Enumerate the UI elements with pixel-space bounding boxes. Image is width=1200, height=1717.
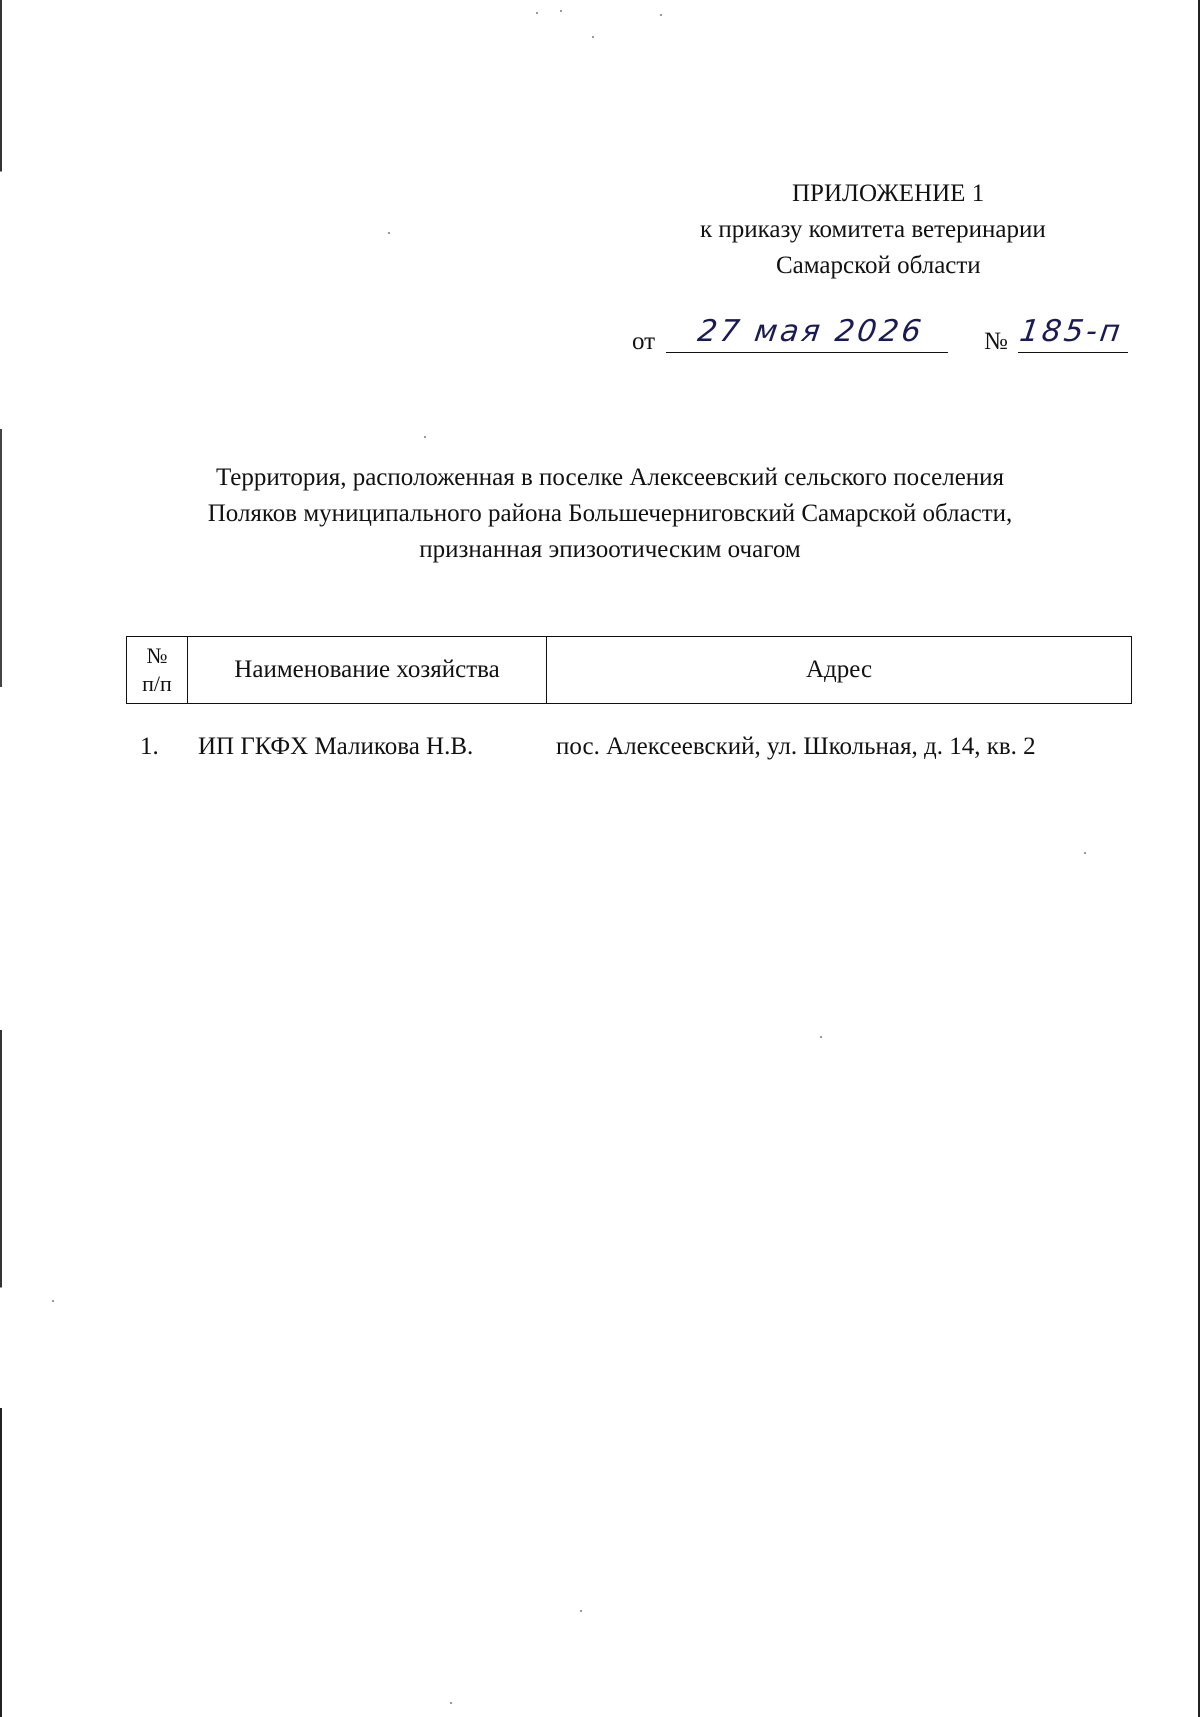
number-sign: № bbox=[984, 328, 1008, 355]
date-underline bbox=[666, 352, 948, 353]
header-address: Адрес bbox=[547, 637, 1132, 704]
scan-dot bbox=[424, 436, 426, 438]
row-farm-name: ИП ГКФХ Маликова Н.В. bbox=[198, 733, 474, 760]
scan-dot bbox=[592, 36, 594, 38]
scan-dot bbox=[450, 1702, 452, 1704]
farms-table bbox=[126, 636, 1132, 704]
appendix-region: Самарской области bbox=[776, 252, 981, 279]
number-underline bbox=[1018, 352, 1128, 353]
table-row bbox=[0, 733, 1200, 769]
scan-dot bbox=[1084, 852, 1086, 854]
table-header-row bbox=[127, 637, 1132, 704]
title-line: признанная эпизоотическим очагом bbox=[419, 536, 801, 563]
appendix-title: ПРИЛОЖЕНИЕ 1 bbox=[792, 180, 985, 207]
order-date-number-line bbox=[632, 314, 1132, 362]
from-label: от bbox=[632, 328, 656, 355]
handwritten-date: 27 мая 2026 bbox=[695, 314, 927, 349]
row-address: пос. Алексеевский, ул. Школьная, д. 14, кв. 2 bbox=[556, 733, 1036, 760]
scan-dot bbox=[660, 14, 662, 16]
title-line: Территория, расположенная в поселке Алексеевский сельского поселения bbox=[215, 464, 1005, 491]
row-number: 1. bbox=[140, 733, 159, 760]
header-number-sign: № bbox=[146, 643, 168, 668]
title-line: Поляков муниципального района Большечерниговский Самарской области, bbox=[207, 500, 1013, 527]
document-title bbox=[150, 460, 1070, 568]
scan-edge-left bbox=[0, 0, 2, 1717]
scan-dot bbox=[820, 1036, 822, 1038]
scan-dot bbox=[536, 12, 538, 14]
scan-dot bbox=[52, 1300, 54, 1302]
header-number-pp: п/п bbox=[142, 671, 172, 696]
handwritten-order-number: 185-п bbox=[1017, 314, 1126, 349]
appendix-header bbox=[640, 176, 1160, 284]
scan-dot bbox=[580, 1610, 582, 1612]
header-number bbox=[127, 637, 188, 704]
scan-dot bbox=[560, 10, 562, 12]
appendix-order-reference: к приказу комитета ветеринарии bbox=[700, 216, 1046, 243]
scan-dot bbox=[388, 232, 390, 234]
header-farm-name: Наименование хозяйства bbox=[188, 637, 547, 704]
